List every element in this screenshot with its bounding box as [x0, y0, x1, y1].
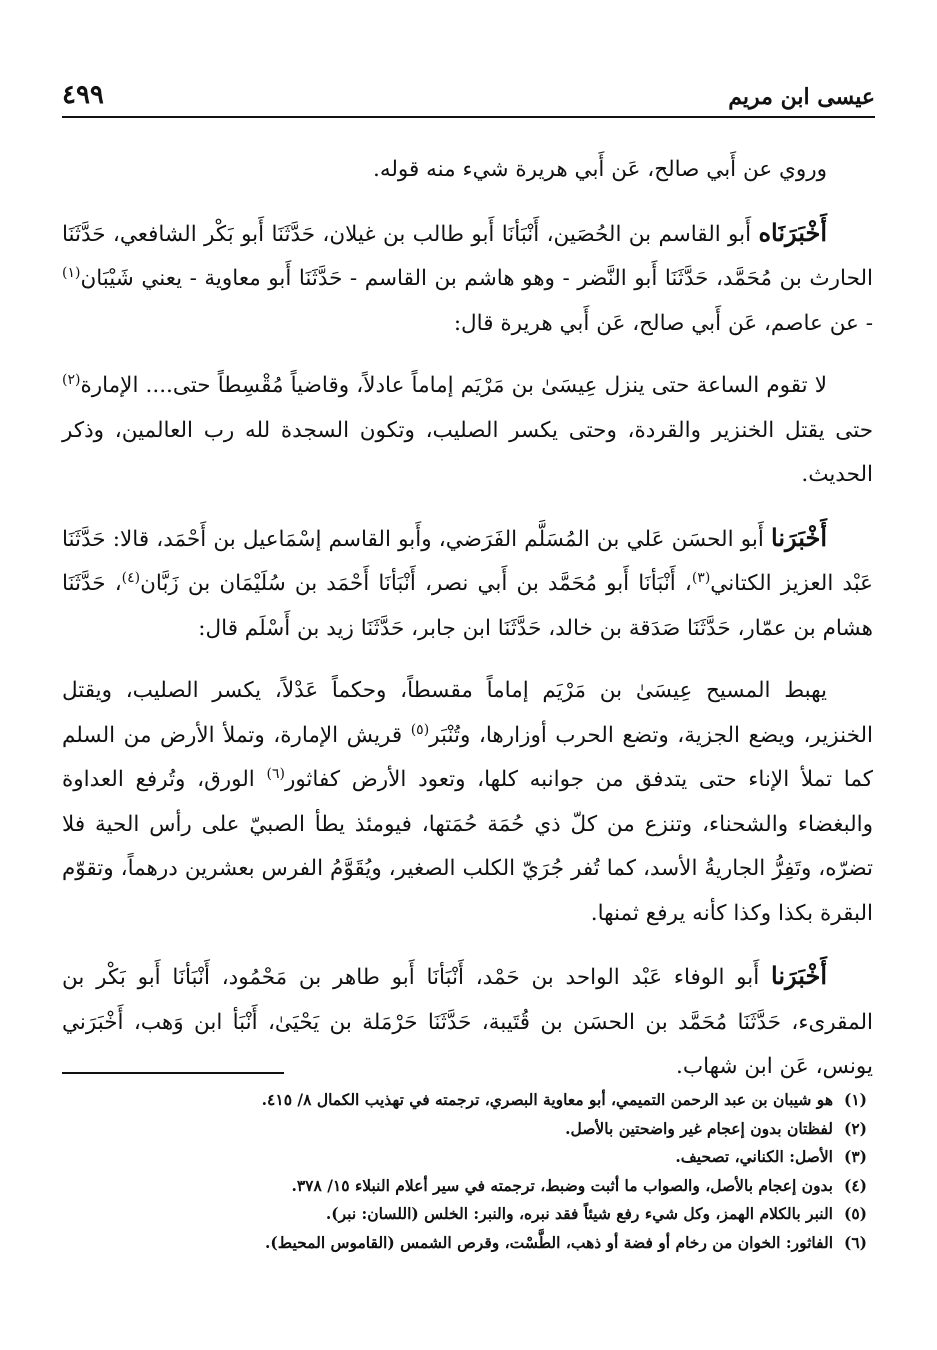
footnote-ref-4[interactable]: (٤) [121, 569, 141, 586]
footnote-text: هو شيبان بن عبد الرحمن التميمي، أبو معاوية البصري، ترجمته في تهذيب الكمال ٨/ ٤١٥. [261, 1090, 833, 1109]
paragraph-text: ، أَنْبَأنَا أَبو مُحَمَّد بن أَبي نصر، أَنْبَأنَا أَحْمَد بن سُلَيْمَان بن زَبَّان [140, 571, 692, 596]
paragraph-4 [62, 516, 873, 652]
footnote-ref-6[interactable]: (٦) [266, 765, 285, 782]
paragraph-text: ، حَدَّثَنَا هشام بن عمّار، حَدَّثَنَا صَدَقة بن خالد، حَدَّثَنَا ابن جابر، حَدَّثَنَا زيد بن أَسْلَم قال: [62, 571, 873, 641]
footnote-text: الأصل: الكناني، تصحيف. [675, 1147, 833, 1167]
paragraph-text: يهبط المسيح عِيسَىٰ بن مَرْيَم إماماً مقسطاً، وحكماً عَدْلاً، يكسر الصليب، ويقتل الخنزير، ويضع الجزية، وتضع الحرب أوزارها، وتُنْبَر [62, 678, 873, 748]
main-text [62, 148, 873, 1090]
paragraph-1 [62, 148, 873, 193]
paragraph-text: الورق، وتُرفع العداوة والبغضاء والشحناء، وتنزع من كلّ ذي حُمَة حُمَتها، فيومئذ يطأ الصبيّ على رأس الحية فلا تضرّه، وتَفِرُّ الجاريةُ الأسد، كما تُفر جُرَيّ الكلب الصغير، ويُقَوَّمُ الفرس بعشرين درهماً، وتقوّم البقرة بكذا وكذا كأنه يرفع ثمنها. [62, 767, 873, 926]
footnote-number: (٤) [843, 1175, 867, 1195]
footnote-text: بدون إعجام بالأصل، والصواب ما أثبت وضبط، ترجمته في سير أعلام النبلاء ١٥/ ٣٧٨. [291, 1175, 833, 1195]
footnote-6 [62, 1229, 867, 1258]
footnote-number: (٥) [843, 1204, 867, 1224]
footnote-ref-2[interactable]: (٢) [62, 371, 81, 388]
footnote-text: الفاثور: الخوان من رخام أو فضة أو ذهب، الطَّسْت، وقرص الشمس (القاموس المحيط). [265, 1232, 833, 1252]
footnote-number: (٣) [843, 1147, 867, 1167]
paragraph-text: أَبو الحسَن عَلي بن المُسَلَّم الفَرَضي، وأَبو القاسم إسْمَاعيل بن أَحْمَد، قالا: حَدَّثَنَا عَبْد العزيز الكتاني [62, 526, 874, 596]
running-header [62, 80, 875, 118]
footnote-number: (٦) [843, 1232, 867, 1252]
footnote-separator [62, 1072, 284, 1074]
footnote-3 [62, 1143, 867, 1172]
footnotes [62, 1086, 867, 1258]
paragraph-2 [62, 211, 873, 347]
paragraph-text: لا تقوم الساعة حتى ينزل عِيسَىٰ بن مَرْيَم إماماً عادلاً، وقاضياً مُقْسِطاً حتى.... الإمارة [80, 373, 827, 398]
running-title: عيسى ابن مريم [728, 84, 875, 110]
footnote-2 [62, 1115, 867, 1144]
paragraph-lead-word: أَخْبَرَنا [771, 961, 827, 990]
footnote-number: (٢) [843, 1118, 867, 1138]
paragraph-lead-word: أَخْبَرَنا [771, 522, 827, 552]
paragraph-text: وروي عن أَبي صالح، عَن أَبي هريرة شيء منه قوله. [373, 157, 827, 182]
footnote-1 [62, 1086, 867, 1115]
paragraph-5 [62, 669, 873, 936]
paragraph-6 [62, 954, 873, 1090]
footnote-ref-1[interactable]: (١) [62, 264, 81, 281]
footnote-5 [62, 1200, 867, 1229]
footnote-number: (١) [843, 1090, 867, 1109]
footnote-text: لفظتان بدون إعجام غير واضحتين بالأصل. [565, 1118, 833, 1138]
footnote-ref-3[interactable]: (٣) [691, 569, 711, 586]
paragraph-text: حتى يقتل الخنزير والقردة، وحتى يكسر الصليب، وتكون السجدة لله رب العالمين، وذكر الحديث. [62, 417, 873, 487]
paragraph-text: - عن عاصم، عَن أَبي صالح، عَن أَبي هريرة قال: [453, 310, 873, 336]
paragraph-lead-word: أَخْبَرَنَاه [758, 217, 827, 247]
footnote-ref-5[interactable]: (٥) [410, 721, 430, 738]
paragraph-text: أَبو القاسم بن الحُصَين، أَنْبَأنَا أَبو طالب بن غيلان، حَدَّثَنَا أَبو بَكْر الشافعي، حَدَّثَنَا الحارث بن مُحَمَّد، حَدَّثَنَا أَبو النَّضر - وهو هاشم بن القاسم - حَدَّثَنَا أَبو معاوية - يعني شَيْبَان [62, 221, 873, 291]
footnote-4 [62, 1172, 867, 1201]
footnote-text: النبر بالكلام الهمز، وكل شيء رفع شيئاً فقد نبره، والنبر: الخلس (اللسان: نبر). [325, 1204, 833, 1224]
paragraph-text: قريش الإمارة، وتملأ الأرض من السلم كما تملأ الإناء حتى يتدفق من جوانبه كلها، وتعود الأرض كفاثور [62, 722, 874, 792]
paragraph-text: أَبو الوفاء عَبْد الواحد بن حَمْد، أَنْبَأنَا أَبو طاهر بن مَحْمُود، أَنْبَأنَا أَبو بَكْر بن المقرىء، حَدَّثَنَا مُحَمَّد بن الحسَن بن قُتَيبة، حَدَّثَنَا حَرْمَلة بن يَحْيَىٰ، أَنْبَأ ابن وَهب، أَخْبَرَني يونس، عَن ابن شهاب. [62, 965, 873, 1079]
paragraph-3 [62, 364, 873, 498]
page-number: ٤٩٩ [62, 80, 104, 110]
